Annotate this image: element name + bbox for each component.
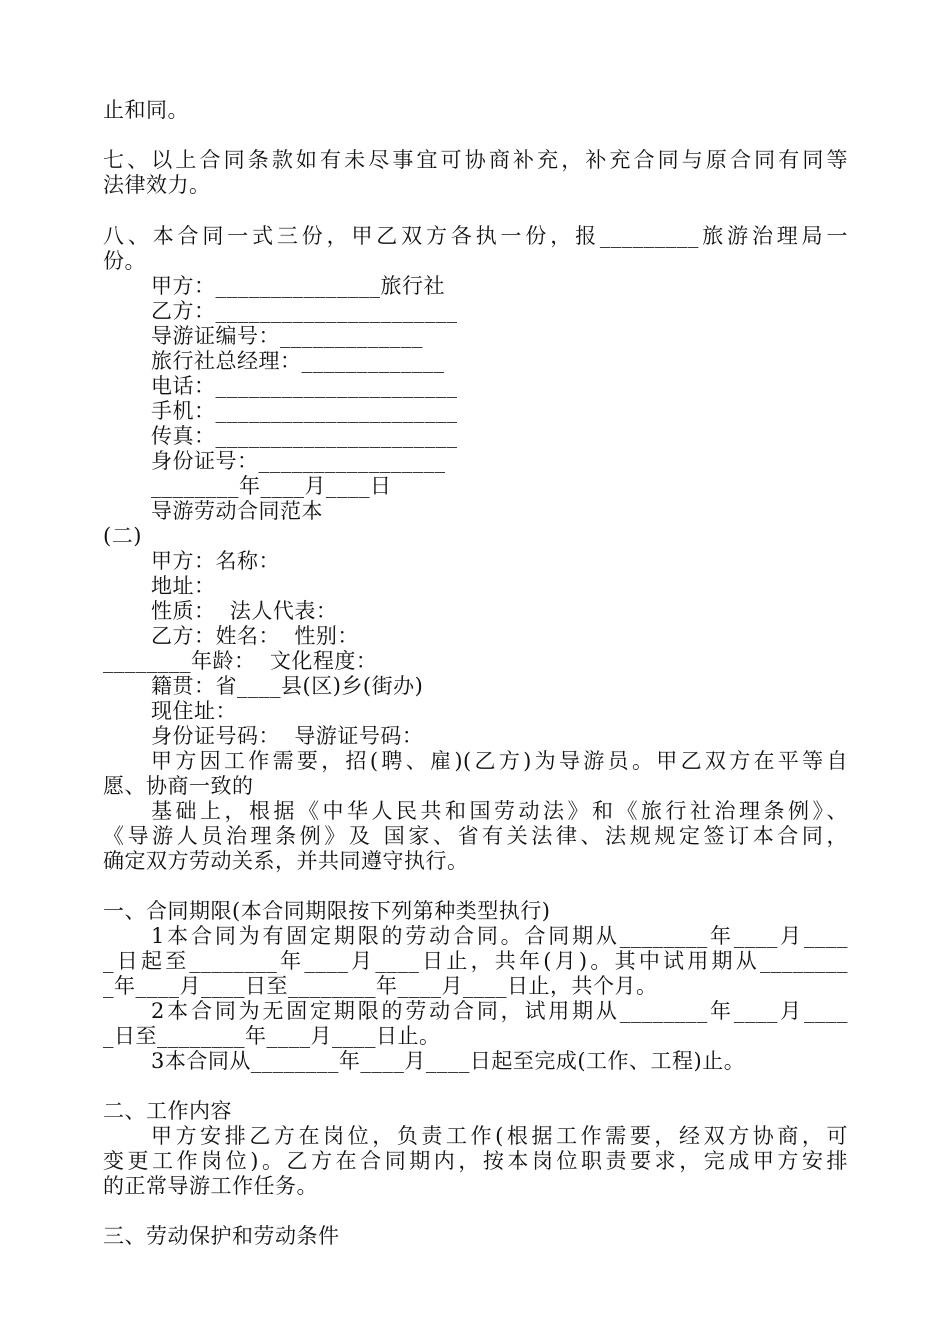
term-line: 3本合同从________年____月____日起至完成(工作、工程)止。 [151, 1049, 746, 1073]
work-content-line: 的正常导游工作任务。 [103, 1174, 318, 1198]
party-a-name-field: 甲方：名称： [151, 549, 280, 573]
section-title: 导游劳动合同范本 [151, 499, 323, 523]
nature-field: 性质： 法人代表： [151, 599, 338, 623]
clause-7-line: 七、以上合同条款如有未尽事宜可协商补充，补充合同与原合同有同等 [103, 148, 848, 172]
clause-7-line: 法律效力。 [103, 173, 211, 197]
heading-work-content: 二、工作内容 [103, 1099, 232, 1123]
preamble-line: 确定双方劳动关系，并共同遵守执行。 [103, 849, 469, 873]
native-place-field: 籍贯：省____县(区)乡(街办) [151, 674, 424, 698]
term-line: 2本合同为无固定期限的劳动合同，试用期从________年____月____ [151, 999, 848, 1023]
heading-contract-term: 一、合同期限(本合同期限按下列第种类型执行) [103, 899, 551, 923]
current-address-field: 现住址： [151, 699, 237, 723]
work-content-line: 甲方安排乙方在岗位，负责工作(根据工作需要，经双方协商，可 [151, 1124, 848, 1148]
guide-license-field: 导游证编号：_____________ [151, 324, 423, 348]
address-field: 地址： [151, 574, 216, 598]
section-number: (二) [103, 524, 142, 548]
clause-8-line: 八、本合同一式三份，甲乙双方各执一份，报_________旅游治理局一 [103, 224, 848, 248]
term-line: _年____月____日至________年____月____日止，共个月。 [103, 974, 658, 998]
mobile-field: 手机：______________________ [151, 399, 458, 423]
preamble-line: 愿、协商一致的 [103, 774, 254, 798]
general-manager-field: 旅行社总经理：_____________ [151, 349, 445, 373]
term-line: _日至________年____月____日止。 [103, 1024, 441, 1048]
preamble-line: 甲方因工作需要，招(聘、雇)(乙方)为导游员。甲乙双方在平等自 [151, 749, 848, 773]
preamble-line: 《导游人员治理条例》及 国家、省有关法律、法规规定签订本合同， [103, 824, 848, 848]
preamble-line: 基础上，根据《中华人民共和国劳动法》和《旅行社治理条例》、 [151, 799, 848, 823]
phone-field: 电话：______________________ [151, 374, 458, 398]
id-number-field: 身份证号：_________________ [151, 449, 446, 473]
term-line: 1本合同为有固定期限的劳动合同。合同期从________年____月____ [151, 924, 848, 948]
heading-labor-protection: 三、劳动保护和劳动条件 [103, 1224, 340, 1248]
term-line: _日起至________年____月____日止，共年(月)。其中试用期从________ [103, 949, 848, 973]
clause-8-line: 份。 [103, 249, 146, 273]
text-line: 止和同。 [103, 98, 189, 122]
work-content-line: 变更工作岗位)。乙方在合同期内，按本岗位职责要求，完成甲方安排 [103, 1149, 848, 1173]
party-a-field: 甲方：_______________旅行社 [151, 274, 445, 298]
fax-field: 传真：______________________ [151, 424, 458, 448]
date-field: ________年____月____日 [151, 474, 392, 498]
party-b-field: 乙方：______________________ [151, 299, 458, 323]
party-b-name-field: 乙方：姓名： 性别： [151, 624, 359, 648]
age-education-field: ________年龄： 文化程度： [103, 649, 378, 673]
id-guide-number-field: 身份证号码： 导游证号码： [151, 724, 424, 748]
